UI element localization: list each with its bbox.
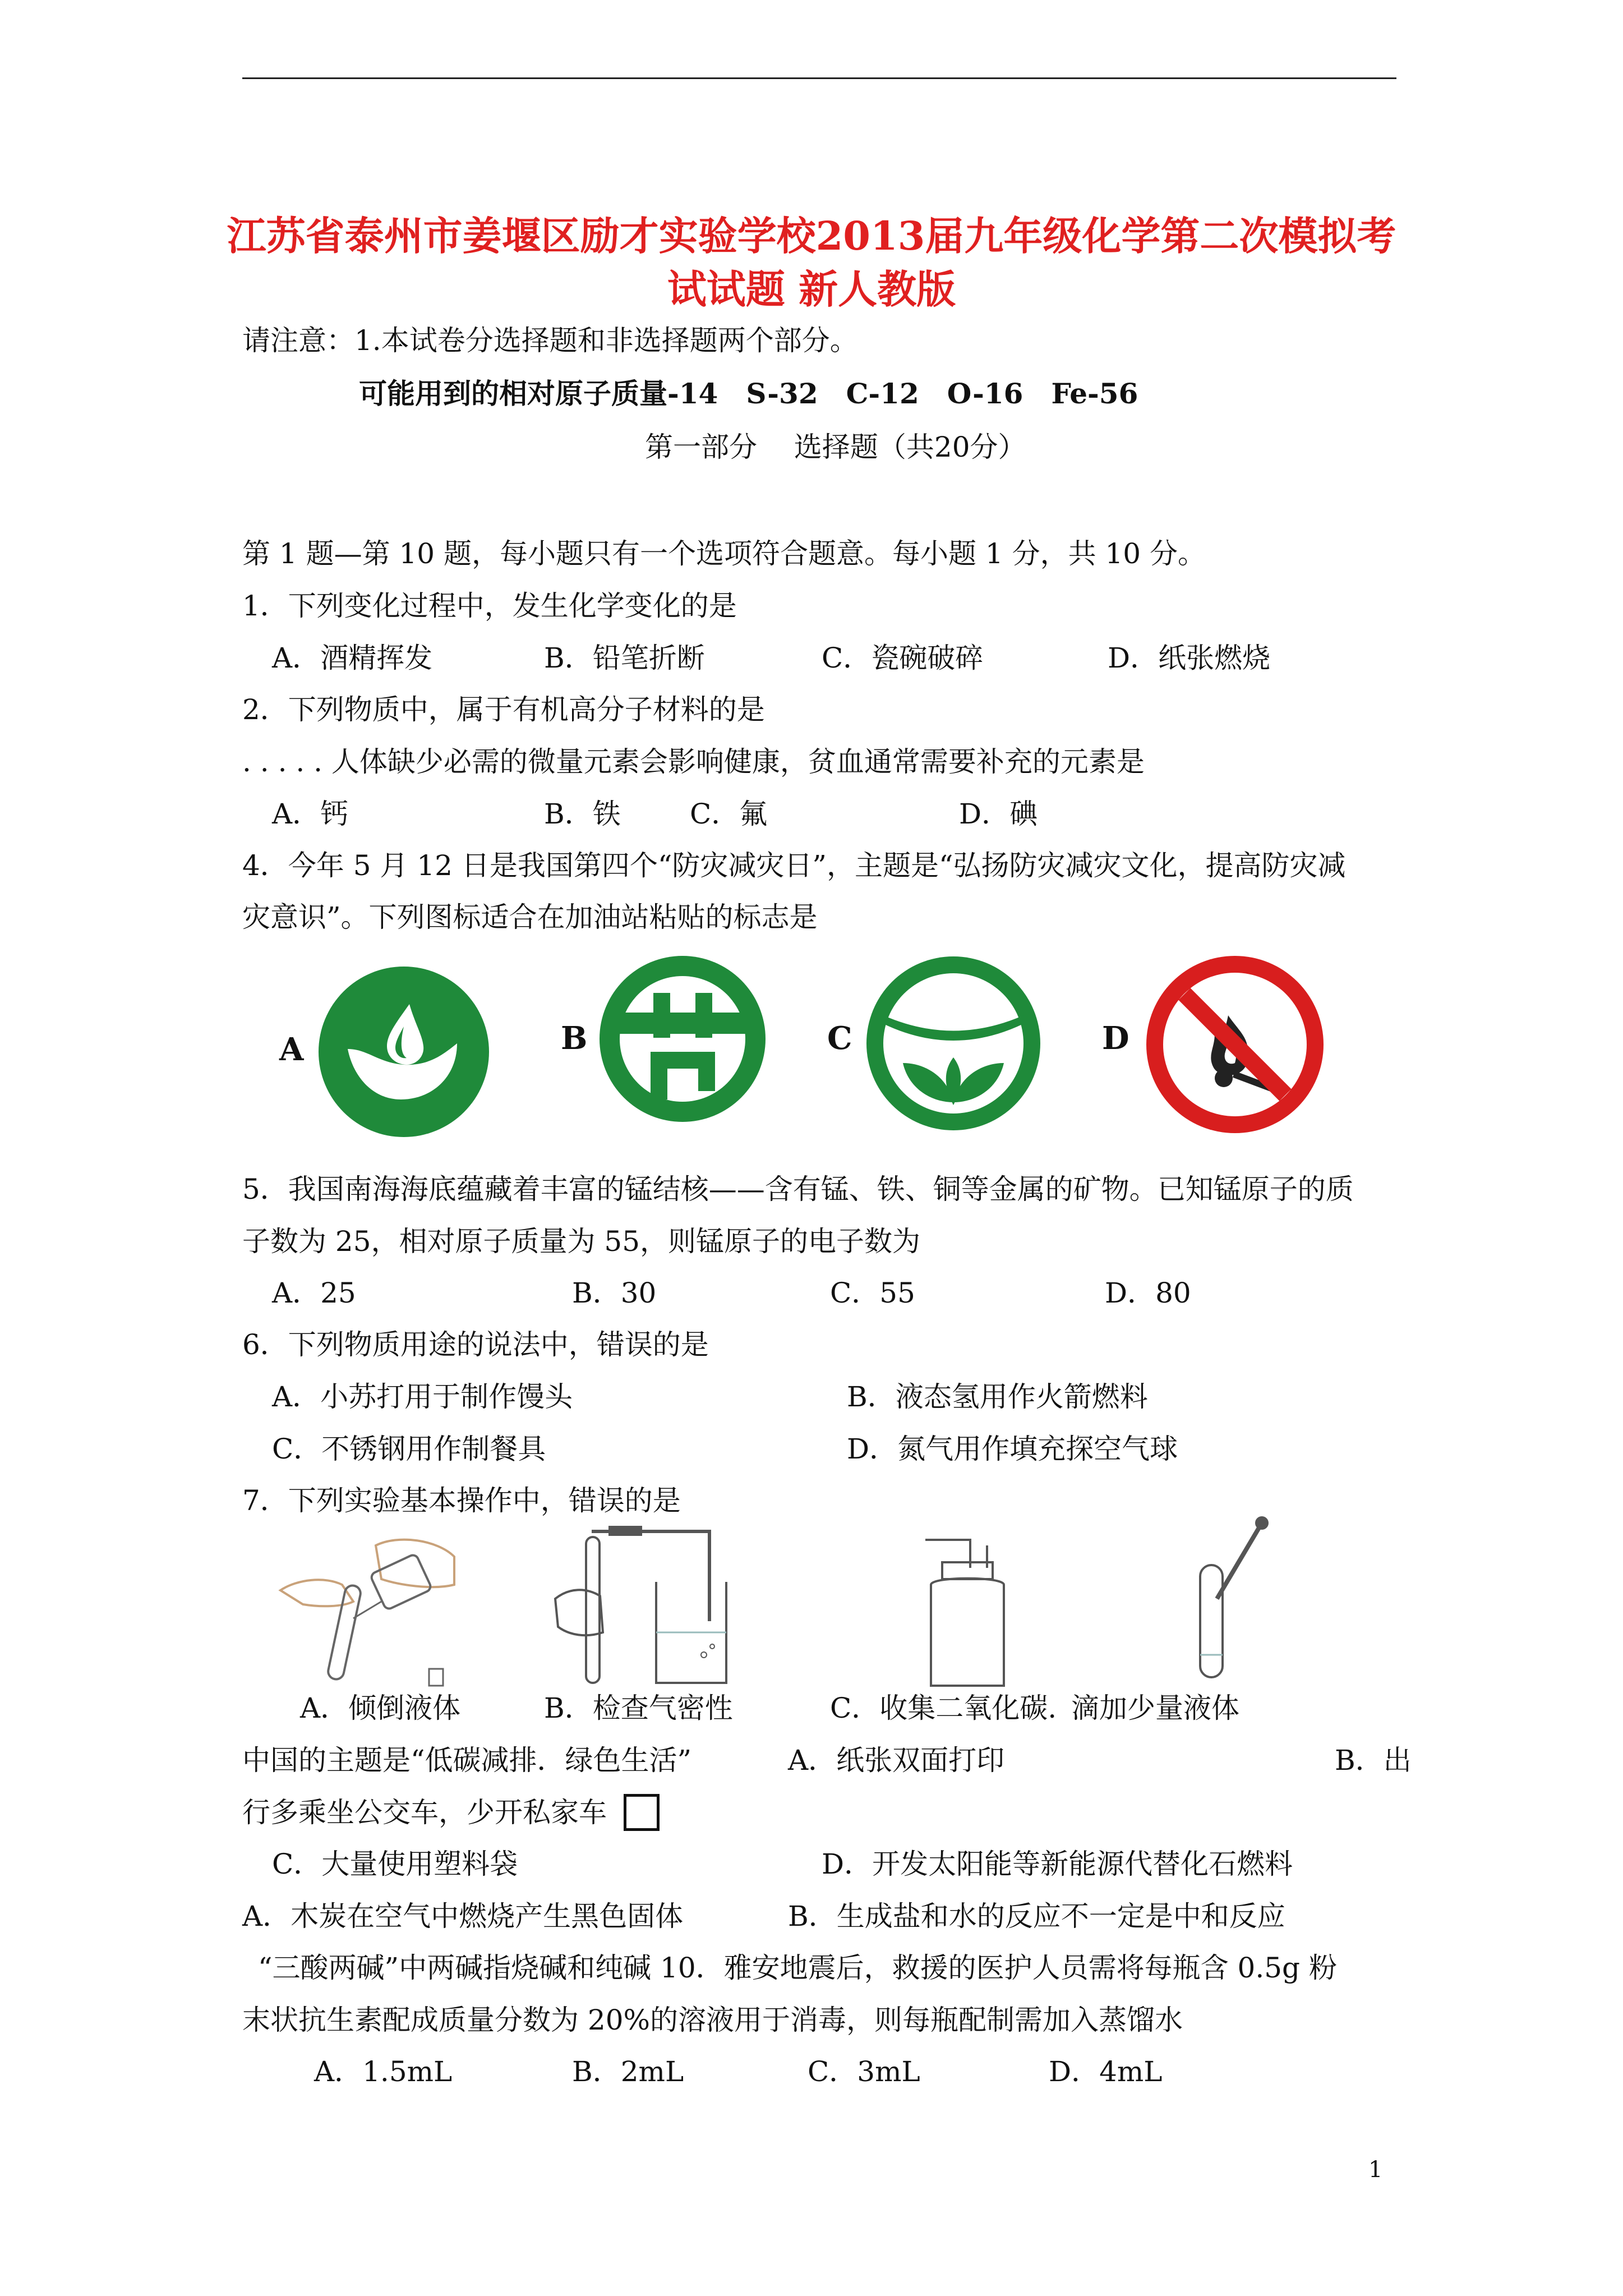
section-heading: 第一部分 选择题（共20分） [645,431,1026,463]
q10-option-a: A．1.5mL [314,2055,453,2088]
answer-box [624,1794,660,1831]
water-saving-sign-icon [317,965,491,1139]
instruction: 第 1 题—第 10 题，每小题只有一个选项符合题意。每小题 1 分，共 10 分。 [242,537,1206,570]
q1-option-b: B．铅笔折断 [544,642,705,674]
q10-option-c: C．3mL [808,2055,920,2088]
q10-stem-line1: “三酸两碱”中两碱指烧碱和纯碱 10．雅安地震后，救援的医护人员需将每瓶含 0.5g 粉 [258,1952,1337,1984]
header-rule [242,77,1396,79]
q4-stem-line2: 灾意识”。下列图标适合在加油站粘贴的标志是 [242,901,818,933]
q6-option-a: A．小苏打用于制作馒头 [272,1381,573,1413]
q8-option-d: D．开发太阳能等新能源代替化石燃料 [822,1848,1293,1880]
q8-line1-stem: 中国的主题是“低碳减排．绿色生活” [242,1744,692,1777]
q5-stem-line2: 子数为 25，相对原子质量为 55，则锰原子的电子数为 [242,1225,921,1258]
q4-stem-line1: 4．今年 5 月 12 日是我国第四个“防灾减灾日”，主题是“弘扬防灾减灾文化，提高防灾减 [242,849,1346,882]
q8-option-a: A．纸张双面打印 [788,1744,1005,1777]
energy-saving-sign-icon [597,954,768,1125]
q4-label-a: A [279,1031,304,1068]
page-title-line1: 江苏省泰州市姜堰区励才实验学校2013届九年级化学第二次模拟考 [227,213,1396,259]
q6-option-b: B．液态氢用作火箭燃料 [847,1381,1148,1413]
q3-option-d: D．碘 [959,798,1038,830]
q6-stem: 6．下列物质用途的说法中，错误的是 [242,1328,709,1361]
q8-option-b-start: B．出 [1335,1744,1412,1777]
q3-stem: . . . . . 人体缺少必需的微量元素会影响健康，贫血通常需要补充的元素是 [242,746,1145,778]
q10-stem-line2: 末状抗生素配成质量分数为 20%的溶液用于消毒，则每瓶配制需加入蒸馏水 [242,2004,1183,2036]
q7-option-a: A．倾倒液体 [300,1692,461,1724]
page-title-line2: 试试题 新人教版 [667,266,956,312]
q5-option-c: C．55 [830,1277,915,1309]
q8-option-c: C．大量使用塑料袋 [272,1848,518,1880]
q10-option-d: D．4mL [1049,2055,1163,2088]
air-tightness-check-figure [552,1520,732,1694]
q7-option-d: 滴加少量液体 [1071,1692,1239,1724]
page-number: 1 [1368,2157,1383,2183]
q9-option-a: A．木炭在空气中燃烧产生黑色固体 [242,1900,684,1932]
q8-option-b-cont: 行多乘坐公交车，少开私家车 [242,1796,607,1829]
q7-option-b: B．检查气密性 [544,1692,733,1724]
q1-stem: 1．下列变化过程中，发生化学变化的是 [242,590,737,622]
q7-option-c: C．收集二氧化碳. [830,1692,1057,1724]
q4-label-b: B [561,1020,588,1057]
q4-label-d: D [1102,1020,1129,1057]
q9-option-b: B．生成盐和水的反应不一定是中和反应 [788,1900,1285,1932]
no-fire-sign-icon [1144,954,1326,1136]
q1-option-d: D．纸张燃烧 [1108,642,1271,674]
q3-option-c: C．氟 [690,798,768,830]
pouring-liquid-figure [275,1523,465,1691]
q5-option-a: A．25 [272,1277,356,1309]
q6-option-d: D．氮气用作填充探空气球 [847,1433,1178,1465]
q7-stem: 7．下列实验基本操作中，错误的是 [242,1484,681,1517]
q2-stem: 2．下列物质中，属于有机高分子材料的是 [242,693,765,726]
q1-option-c: C．瓷碗破碎 [822,642,984,674]
green-food-sign-icon [864,954,1043,1133]
q5-stem-line1: 5．我国南海海底蕴藏着丰富的锰结核——含有锰、铁、铜等金属的矿物。已知锰原子的质 [242,1173,1354,1205]
notice: 请注意：1.本试卷分选择题和非选择题两个部分。 [242,324,858,357]
q5-option-d: D．80 [1105,1277,1191,1309]
q4-label-c: C [827,1020,852,1057]
q5-option-b: B．30 [572,1277,657,1309]
atomic-masses: 可能用到的相对原子质量-14 S-32 C-12 O-16 Fe-56 [359,377,1138,410]
q10-option-b: B．2mL [572,2055,684,2088]
q1-option-a: A．酒精挥发 [272,642,433,674]
q3-option-a: A．钙 [272,798,349,830]
gas-collecting-bottle-figure [903,1529,1015,1697]
q6-option-c: C．不锈钢用作制餐具 [272,1433,546,1465]
q3-option-b: B．铁 [544,798,621,830]
dropper-test-tube-figure [1178,1515,1279,1683]
